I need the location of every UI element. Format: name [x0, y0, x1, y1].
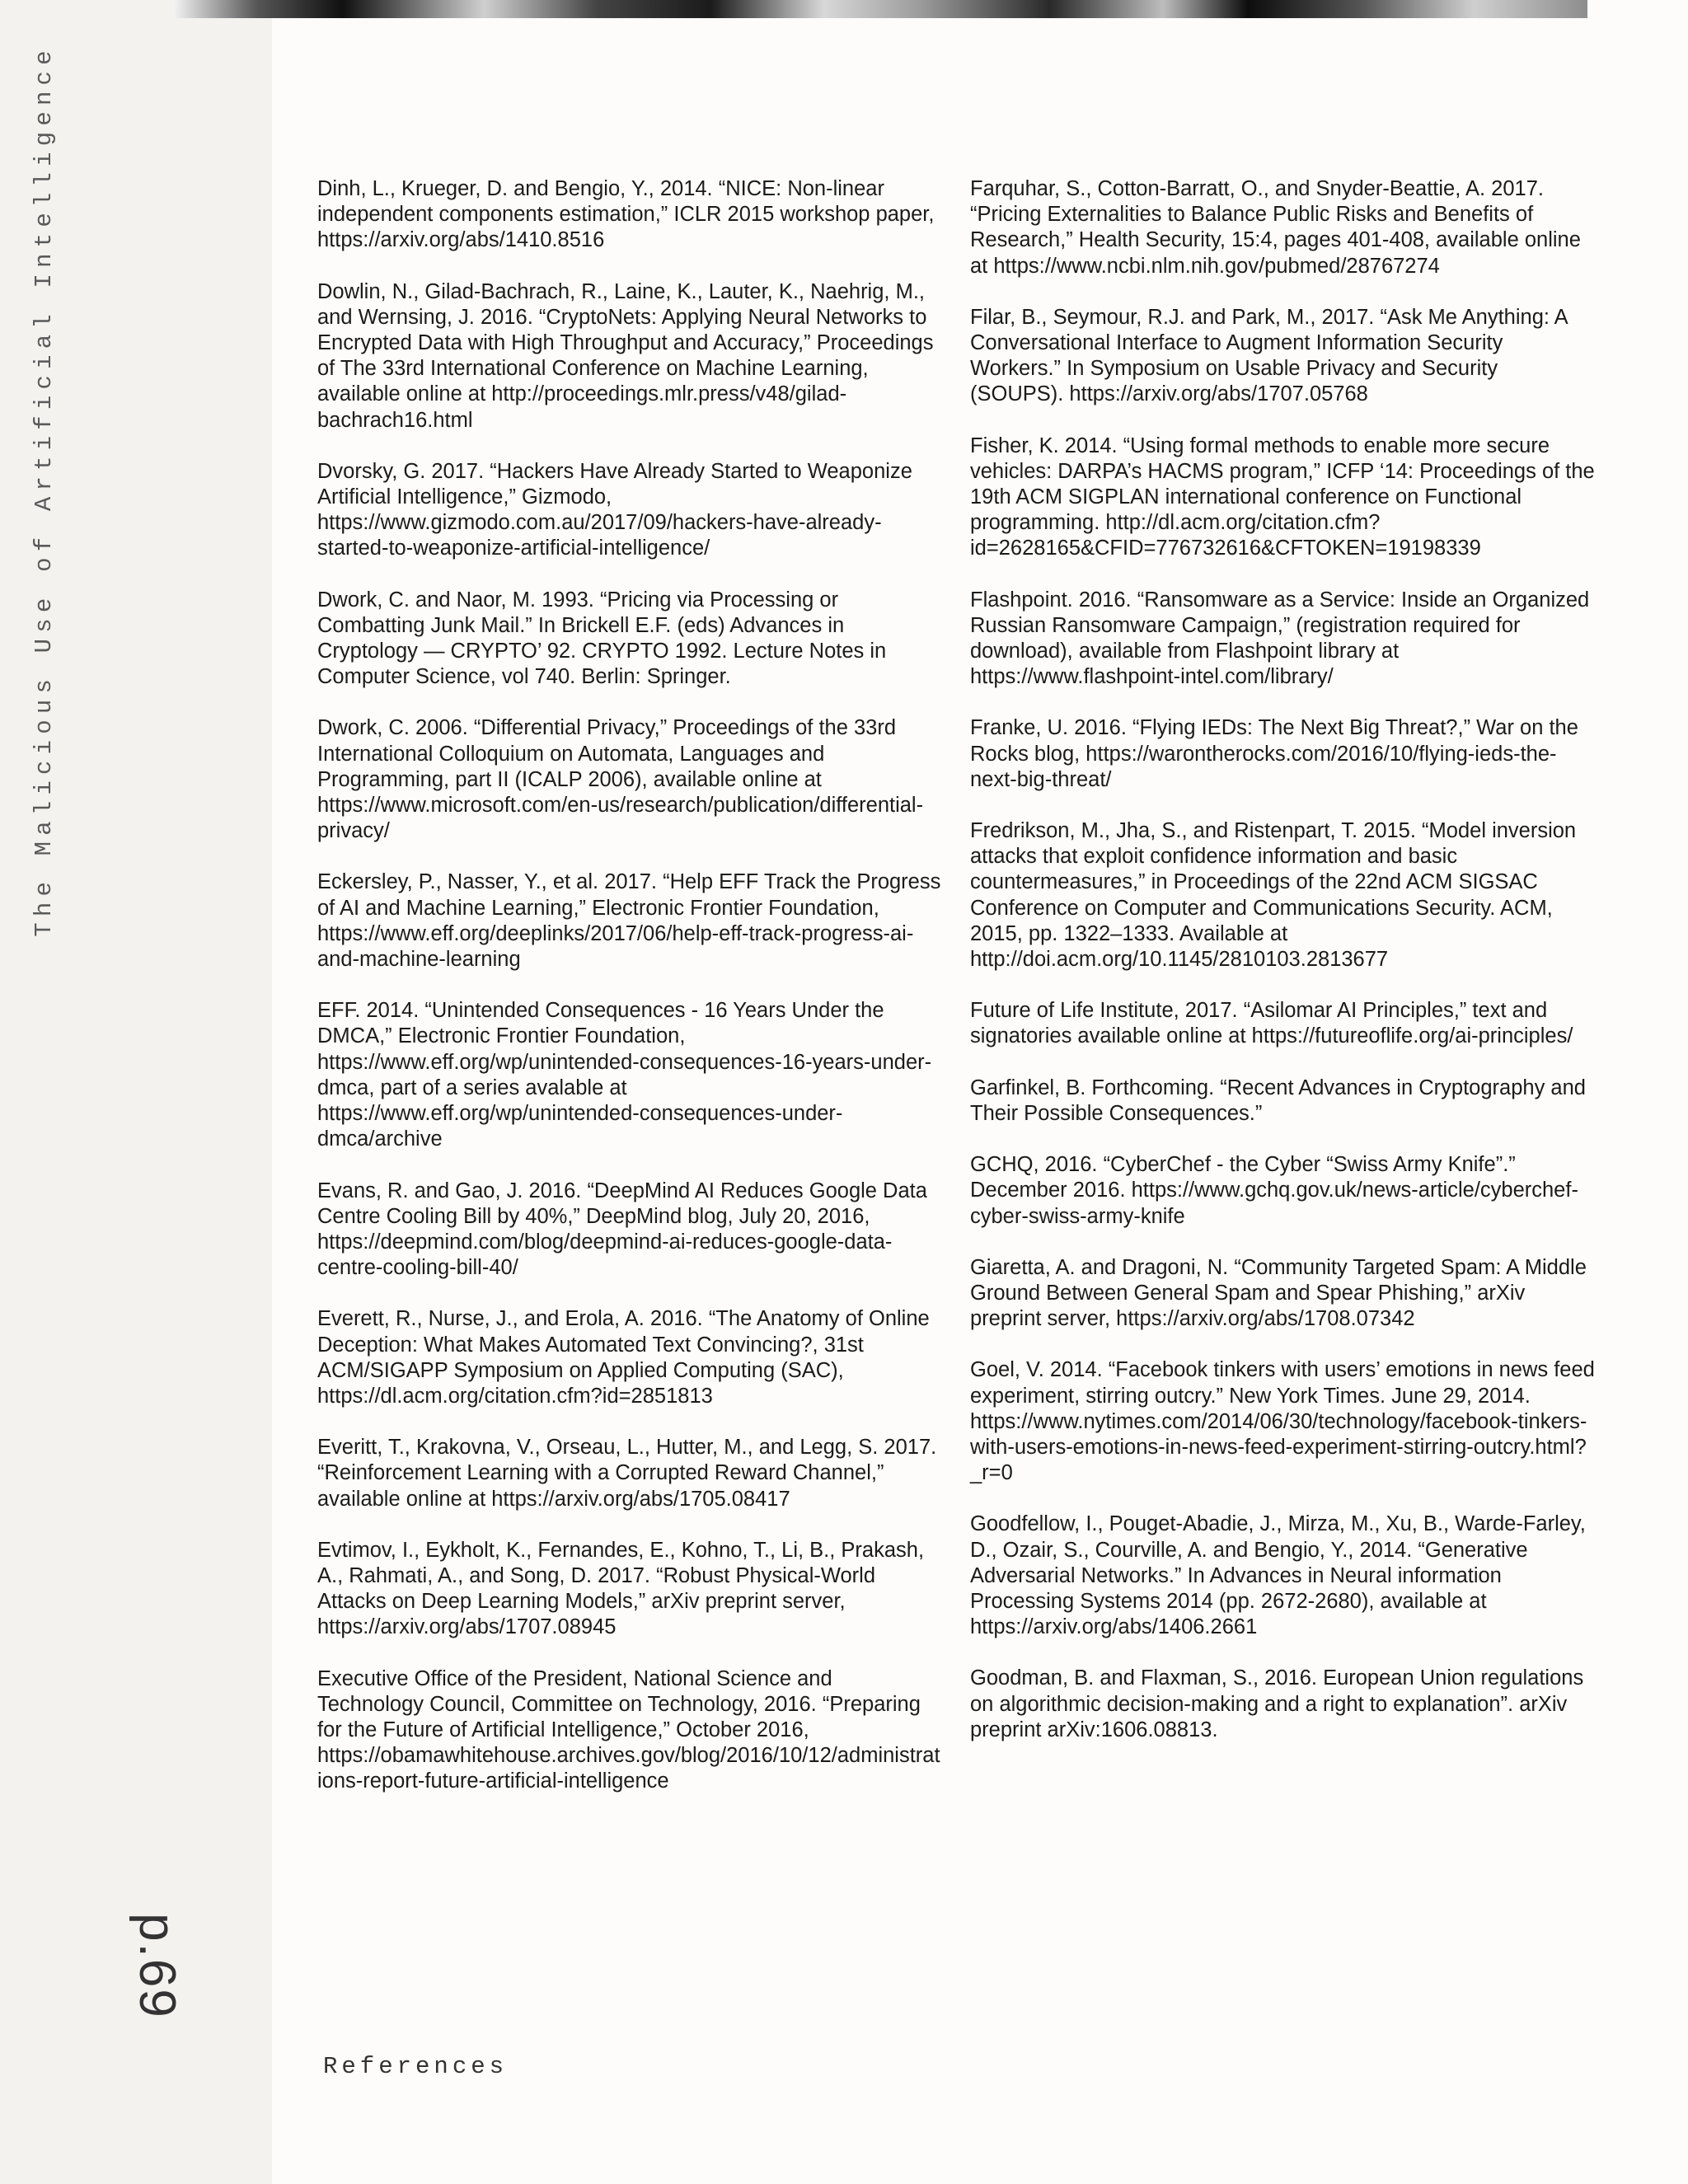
section-label: References [323, 2053, 509, 2080]
reference-entry: GCHQ, 2016. “CyberChef - the Cyber “Swiss Army Knife”.” December 2016. https://www.gchq.gov.uk/news-article/cyberchef-cyber-swiss-army-knife [970, 1153, 1578, 1228]
reference-entry: Everitt, T., Krakovna, V., Orseau, L., Hutter, M., and Legg, S. 2017. “Reinforcement Learning with a Corrupted Reward Channel,” available online at https://arxiv.org/abs/1705.08417 [317, 1436, 937, 1511]
reference-entry: Filar, B., Seymour, R.J. and Park, M., 2017. “Ask Me Anything: A Conversational Interface to Augment Information Security Workers.” In Symposium on Usable Privacy and Security (SOUPS). https://arxiv.org/abs/1707.05768 [970, 305, 1568, 406]
reference-entry: Dwork, C. and Naor, M. 1993. “Pricing via Processing or Combatting Junk Mail.” In Brickell E.F. (eds) Advances in Cryptology — CRYPTO’ 92. CRYPTO 1992. Lecture Notes in Computer Science, vol 740. Berlin: Springer. [317, 588, 887, 689]
reference-entry: Goel, V. 2014. “Facebook tinkers with users’ emotions in news feed experiment, stirring outcry.” New York Times. June 29, 2014. https://www.nytimes.com/2014/06/30/technology/facebook-tinkers-with-users-emotions-in-news-feed-experiment-stirring-outcry.html?_r=0 [970, 1358, 1595, 1485]
references-left-column [317, 176, 944, 1821]
page-number-text: p.69 [128, 1912, 185, 2019]
reference-entry: Dvorsky, G. 2017. “Hackers Have Already Started to Weaponize Artificial Intelligence,” Gizmodo, https://www.gizmodo.com.au/2017/09/hackers-have-already-started-to-weaponize-artificial-intelligence/ [317, 459, 912, 560]
reference-entry: Goodman, B. and Flaxman, S., 2016. European Union regulations on algorithmic decision-making and a right to explanation”. arXiv preprint arXiv:1606.08813. [970, 1666, 1584, 1741]
reference-entry: Dwork, C. 2006. “Differential Privacy,” Proceedings of the 33rd International Colloquium on Automata, Languages and Programming, part II (ICALP 2006), available online at https://www.microsoft.com/en-us/research/publication/differential-privacy/ [317, 716, 924, 843]
running-title [27, 44, 60, 937]
reference-entry: Future of Life Institute, 2017. “Asilomar AI Principles,” text and signatories available online at https://futureoflife.org/ai-principles/ [970, 999, 1573, 1048]
reference-entry: Farquhar, S., Cotton-Barratt, O., and Snyder-Beattie, A. 2017. “Pricing Externalities to Balance Public Risks and Benefits of Research,” Health Security, 15:4, pages 401-408, available online at https://www.ncbi.nlm.nih.gov/pubmed/28767274 [970, 177, 1581, 278]
reference-entry: Garfinkel, B. Forthcoming. “Recent Advances in Cryptography and Their Possible Consequences.” [970, 1076, 1586, 1125]
reference-entry: Dinh, L., Krueger, D. and Bengio, Y., 2014. “NICE: Non-linear independent components estimation,” ICLR 2015 workshop paper, https://arxiv.org/abs/1410.8516 [317, 177, 935, 252]
reference-entry: Dowlin, N., Gilad-Bachrach, R., Laine, K., Lauter, K., Naehrig, M., and Wernsing, J. 2016. “CryptoNets: Applying Neural Networks to Encrypted Data with High Throughput and Accuracy,” Proceedings of The 33rd International Conference on Machine Learning, available online at http://proceedings.mlr.press/v48/gilad-bachrach16.html [317, 279, 934, 432]
reference-entry: Giaretta, A. and Dragoni, N. “Community Targeted Spam: A Middle Ground Between General Spam and Spear Phishing,” arXiv preprint server, https://arxiv.org/abs/1708.07342 [970, 1255, 1587, 1331]
reference-entry: Flashpoint. 2016. “Ransomware as a Service: Inside an Organized Russian Ransomware Campaign,” (registration required for download), available from Flashpoint library at https://www.flashpoint-intel.com/library/ [970, 588, 1590, 689]
reference-entry: EFF. 2014. “Unintended Consequences - 16 Years Under the DMCA,” Electronic Frontier Foundation, https://www.eff.org/wp/unintended-consequences-16-years-under-dmca, part of a series avalable at https://www.eff.org/wp/unintended-consequences-under-dmca/archive [317, 999, 932, 1151]
reference-entry: Executive Office of the President, National Science and Technology Council, Committee on Technology, 2016. “Preparing for the Future of Artificial Intelligence,” October 2016, https://obamawhitehouse.archives.gov/blog/2016/10/12/administrations-report-future-artificial-intelligence [317, 1666, 940, 1793]
reference-entry: Evtimov, I., Eykholt, K., Fernandes, E., Kohno, T., Li, B., Prakash, A., Rahmati, A., and Song, D. 2017. “Robust Physical-World Attacks on Deep Learning Models,” arXiv preprint server, https://arxiv.org/abs/1707.08945 [317, 1538, 925, 1639]
running-title-text: The Malicious Use of Artificial Intelligence [30, 44, 58, 937]
reference-entry: Franke, U. 2016. “Flying IEDs: The Next Big Threat?,” War on the Rocks blog, https://warontherocks.com/2016/10/flying-ieds-the-next-big-threat/ [970, 716, 1578, 791]
reference-entry: Fredrikson, M., Jha, S., and Ristenpart, T. 2015. “Model inversion attacks that exploit confidence information and basic countermeasures,” in Proceedings of the 22nd ACM SIGSAC Conference on Computer and Communications Security. ACM, 2015, pp. 1322–1333. Available at http://doi.acm.org/10.1145/2810103.2813677 [970, 819, 1577, 972]
references-right-column [970, 176, 1597, 1769]
reference-entry: Eckersley, P., Nasser, Y., et al. 2017. “Help EFF Track the Progress of AI and Machine Learning,” Electronic Frontier Foundation, https://www.eff.org/deeplinks/2017/06/help-eff-track-progress-ai-and-machine-learning [317, 870, 941, 972]
reference-entry: Everett, R., Nurse, J., and Erola, A. 2016. “The Anatomy of Online Deception: What Makes Automated Text Convincing?, 31st ACM/SIGAPP Symposium on Applied Computing (SAC), https://dl.acm.org/citation.cfm?id=2851813 [317, 1307, 930, 1408]
reference-entry: Fisher, K. 2014. “Using formal methods to enable more secure vehicles: DARPA’s HACMS program,” ICFP ‘14: Proceedings of the 19th ACM SIGPLAN international conference on Functional programming. http://dl.acm.org/citation.cfm?id=2628165&CFID=776732616&CFTOKEN=19198339 [970, 434, 1595, 560]
top-gradient-bar [173, 0, 1587, 18]
page-number [124, 1896, 190, 2036]
reference-entry: Evans, R. and Gao, J. 2016. “DeepMind AI Reduces Google Data Centre Cooling Bill by 40%,” DeepMind blog, July 20, 2016, https://deepmind.com/blog/deepmind-ai-reduces-google-data-centre-cooling-bill-40/ [317, 1179, 927, 1280]
reference-entry: Goodfellow, I., Pouget-Abadie, J., Mirza, M., Xu, B., Warde-Farley, D., Ozair, S., Courville, A. and Bengio, Y., 2014. “Generative Adversarial Networks.” In Advances in Neural information Processing Systems 2014 (pp. 2672-2680), available at https://arxiv.org/abs/1406.2661 [970, 1512, 1586, 1639]
